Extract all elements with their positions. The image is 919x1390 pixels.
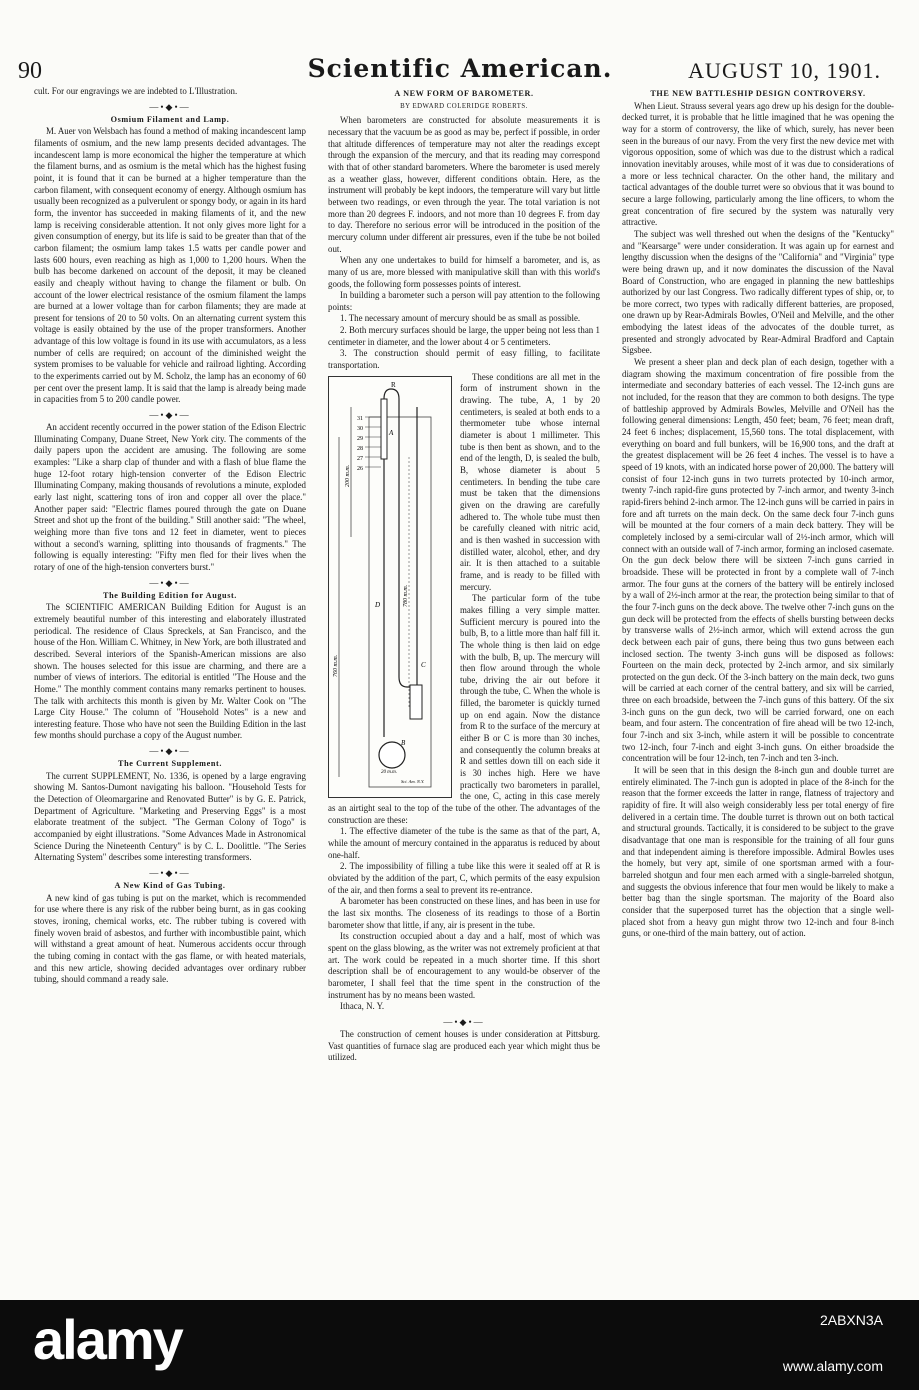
barometer-paragraph: When barometers are constructed for absolute measurements it is necessary that the vacuum be as good as may be, perfect if possible, in order that altitude differences of temperature may not alter the readings except through the expansion of the mercury, and that its reading may correspond with that of other standard barometers. Where the barometer is used merely as a weather glass, however, different conditions obtain. Here, as the instrument will probably be kept indoors, the temperature will vary but little between two readings, or even through the year. The total variation is not more than 20 degrees F. indoors, and not more than 10 degrees F. from day to day. Therefore no serious error will be introduced in the position of the mercury column under different air pressures, even if the tube be not boiled out.: [328, 115, 600, 254]
barometer-paragraph: A barometer has been constructed on these lines, and has been in use for the last six months. The closeness of its readings to those of a Bortin barometer show that little, if any, air is present in the tube.: [328, 896, 600, 930]
column-middle: [328, 86, 600, 1246]
supplement-paragraph: The current SUPPLEMENT, No. 1336, is opened by a large engraving showing M. Santos-Dumont navigating his balloon. "Household Tests for the Detection of Oleomargarine and Renovated Butter" is by G. E. Patrick, Department of Agriculture. "Marketing and Preserving Eggs" is a most elaborate treatment of the subject. "The German Colony of Togo" is accompanied by eight illustrations. "Some Advances Made in Astronomical Science During the Nineteenth Century" is by C. L. Doolittle. "The Series Alternating System" describes some interesting transformers.: [34, 770, 306, 863]
page-number: 90: [18, 58, 42, 84]
battleship-paragraph: We present a sheer plan and deck plan of each design, together with a diagram showing the maximum concentration of fire possible from the intermediate and secondary batteries of each vessel. The 12-inch guns are not included, for the reason that they are common to both designs. The type of battleship approved by Admirals Bowles, Melville and O'Neil has the following general dimensions: Length, 450 feet; beam, 76 feet; mean draft, 24 feet 6 inches; displacement, 15,560 tons. The total displacement, with everything on board and full bunkers, will be 16,900 tons, and the draft at the greatest displacement will be 26 feet 4 inches. The vessel is to have a speed of 19 knots, with an indicated horse power of 20,000. The battery will consist of four 12-inch guns in two turrets protected by 10-inch armor, twenty 7-inch rapid-fire guns protected by 7-inch armor, and twenty 3-inch rapid-firers behind 2-inch armor. The 12-inch guns will be carried in pairs in fore and aft turrets on the main deck. On the same deck four 7-inch guns will be mounted at the four corners of a main deck battery. They will be completely inclosed by a semi-circular wall of 2½-inch armor, which will connect with an outside wall of 7-inch armor, forming an inclosed casemate. On the gun deck below there will be sixteen 7-inch guns carried in broadside. These will be protected in front by a complete wall of 7-inch armor. The four guns at the corners of the battery will be entirely inclosed by a wall of 2½-inch armor at the rear, the protection being similar to that of the four 7-inch guns on the deck above. The twelve other 7-inch guns on the gun deck will be protected from the effects of shells bursting between decks by transverse walls of 2½-inch armor, which will extend across the gun deck between each pair of guns, there being thus two guns between each inclosed section. The twenty 3-inch guns will be disposed as follows: Fourteen on the main deck, protected by 2-inch armor, and six similarly protected on the gun deck. Of the 3-inch battery on the main deck, two guns will be carried at each corner of the central battery, and six will be carried, three on each broadside, between the 7-inch guns of this battery. Of the six 3-inch guns on the gun deck, two will be carried forward, one on each beam, and four astern. The concentration of fire ahead will be two 12-inch, four 7-inch and six 3-inch, while astern it will be possible to concentrate two 12-inch, four 7-inch and eight 3-inch guns. On either broadside the concentration will be four 12-inch, ten 7-inch and ten 3-inch.: [622, 357, 894, 764]
barometer-paragraph: When any one undertakes to build for himself a barometer, and is, as many of us are, more blessed with manipulative skill than with this world's goods, the following form possesses points of interest.: [328, 255, 600, 289]
dim-780mm: 780 m.m.: [403, 584, 409, 607]
column-left: [34, 86, 306, 1246]
scale-30: 30: [357, 425, 363, 432]
section-ornament: —•◆•—: [443, 1016, 485, 1027]
label-a: A: [389, 428, 394, 437]
section-ornament: —•◆•—: [149, 410, 191, 421]
dim-760mm: 760 m.m.: [333, 654, 339, 677]
barometer-paragraph: Its construction occupied about a day and a half, most of which was spent on the glass blowing, as the writer was not extremely proficient at that art. The work could be repeated in a much shorter time. If this short description shall be of encouragement to any would-be observer of the barometer, I shall feel that the time spent in the construction of the instrument has by no means been wasted.: [328, 931, 600, 1000]
building-edition-heading: The Building Edition for August.: [103, 590, 237, 600]
barometer-paragraph: 1. The effective diameter of the tube is the same as that of the part, A, while the amount of mercury contained in the apparatus is reduced by about one-half.: [328, 826, 600, 860]
dim-200mm: 200 m.m.: [345, 464, 351, 487]
cement-houses-paragraph: The construction of cement houses is under consideration at Pittsburg. Vast quantities of furnace slag are produced each year which might thus be utilized.: [328, 1028, 600, 1063]
issue-date: AUGUST 10, 1901.: [688, 58, 881, 83]
column-right: [622, 86, 894, 1246]
journal-title: Scientific American.: [307, 54, 613, 83]
barometer-drawing: [329, 377, 451, 797]
image-id: 2ABXN3A: [819, 1312, 883, 1328]
building-edition-paragraph: The SCIENTIFIC AMERICAN Building Edition for August is an extremely beautiful number of this interesting and elaborately illustrated periodical. The residence of Claus Spreckels, at San Francisco, and the house of the Hon. William C. Whitney, in New York, are both illustrated and described. Several interiors of the Spanish-American missions are also shown. The houses selected for this issue are charming, and there are a number of views of interiors. The editorial is entitled "The House and the Home." The monthly comment contains many remarks pertinent to houses. The talk with architects this month is given by Mr. Walter Cook on "The Large City House." The column of "Household Notes" is a new and interesting feature. Those who have not seen the Building Edition in the last few months should purchase a copy of the August number.: [34, 602, 306, 741]
scale-28: 28: [357, 445, 363, 452]
barometer-byline: BY EDWARD COLERIDGE ROBERTS.: [400, 102, 528, 110]
section-ornament: —•◆•—: [149, 746, 191, 757]
label-d: D: [375, 600, 381, 609]
scale-31: 31: [357, 415, 363, 422]
tube-a: [381, 399, 387, 459]
supplement-heading: The Current Supplement.: [118, 759, 222, 769]
barometer-figure: [328, 376, 452, 798]
gas-tubing-paragraph: A new kind of gas tubing is put on the market, which is recommended for use where there is any risk of the rubber being burnt, as in gas cooking stoves, ironing, chemical works, etc. The rubber tubing is covered with finely woven braid of asbestos, and further with incombustible paint, which will withstand a great amount of heat. Numerous accidents occur through the tubing coming in contact with the gas flame, or with heated materials, and this new article, showing decided advantages over ordinary rubber tubing, should command a ready sale.: [34, 892, 306, 985]
figure-credit: Sci. Am. N.Y.: [401, 778, 425, 784]
scale-27: 27: [357, 455, 363, 462]
banner-url: www.alamy.com: [782, 1358, 883, 1374]
section-ornament: —•◆•—: [149, 868, 191, 879]
alamy-logo: alamy: [33, 1308, 182, 1371]
barometer-paragraph: These conditions are all met in the form of instrument shown in the drawing. The tube, A, 1 by 20 centimeters, is sealed at both ends to a thermometer tube whose internal diameter is about 1 millimeter. This tube is then bent as shown, and to the end of the length, D, is sealed the bulb, B, whose diameter is about 5 centimeters. In bending the tube care must be taken that the dimensions given on the drawing are carefully adhered to. The whole tube must then be carefully cleaned with nitric acid, and is then washed in succession with distilled water, alcohol, ether, and dry air. It is then attached to a suitable frame, and is ready to be filled with mercury.: [460, 371, 600, 592]
barometer-paragraph: 3. The construction should permit of easy filling, to facilitate transportation.: [328, 348, 600, 371]
dim-20mm: 20 m.m.: [381, 769, 397, 775]
stock-watermark-banner: [0, 1300, 919, 1390]
osmium-paragraph: M. Auer von Welsbach has found a method of making incandescent lamp filaments of osmium, and the new lamp presents decided advantages. The incandescent lamp is more economical the higher the temperature at which the filament burns, and as osmium is the metal which has the highest fusing point, it is found that it can be burned at a higher temperature than the carbon filament, with consequent economy of energy. Although osmium has usually been recognized as a pulverulent or spongy body, or again in its hard form, the inventor has succeeded in making filaments of it, and the new lamp is receiving considerable attention. It not only gives more light for a given consumption of energy, but its life is said to be greater than that of the carbon filament; the osmium lamp takes 1.5 watts per candle power and lasts 600 hours, even reaching as high as 1,000 to 1,200 hours. When the bulb has become darkened on account of the deposit, it may be cleaned easily and cheaply without having to change the filament or bulb. On account of the lower electrical resistance of the osmium filament the lamps are burned at a lower voltage than for carbon filaments; they are made at present for tensions of 20 to 50 volts. On an alternating current system this voltage is easily obtained by the use of the proper transformers. Another advantage of this low voltage is found in its use with accumulators, as a less number of cells are required; on account of the diminished weight the system promises to be valuable for vehicle and railroad lighting. According to the experiments carried out by M. Scholz, the lamp has an economy of 60 per cent over the present lamp. It is said that the lamp is already being made in capacities from 5 to 200 candle power.: [34, 126, 306, 405]
barometer-paragraph: 2. Both mercury surfaces should be large, the upper being not less than 1 centimeter in diameter, and the lower about 4 or 5 centimeters.: [328, 325, 600, 347]
barometer-paragraph: The particular form of the tube makes filling a very simple matter. Sufficient mercury is poured into the bulb, B, to a little more than half fill it. The whole thing is then laid on edge with the bulb, B, up. The mercury will then flow around through the whole tube, driving the air out before it through the tube, C. When the whole is filled, the barometer is quickly turned up on end again. Now the distance from R to the surface of the mercury at either B or C is more than 30 inches, and consequently the column breaks at R and settles down till on each side it is 30 inches high. Here we have practically two barometers in parallel, the one, C, acting in this case merely as an airtight seal to the top of the tube of the other. The advantages of the construction are these:: [328, 593, 600, 825]
tube-c-reservoir: [410, 685, 422, 719]
barometer-paragraph: In building a barometer such a person will pay attention to the following points:: [328, 290, 600, 312]
scale-29: 29: [357, 435, 363, 442]
barometer-signoff: Ithaca, N. Y.: [340, 1001, 385, 1012]
battleship-heading: THE NEW BATTLESHIP DESIGN CONTROVERSY.: [650, 89, 866, 98]
label-r: R: [391, 380, 396, 389]
intro-text: cult. For our engravings we are indebted to L'Illustration.: [34, 86, 238, 96]
accident-paragraph: An accident recently occurred in the power station of the Edison Electric Illuminating Company, Duane Street, New York city. The comments of the daily papers upon the accident are amusing. The following are some examples: "Like a sharp clap of thunder and with a flash of blue flame the huge 12-foot rotary high-tension converter of the Edison Electric Illuminating Company, making thousands of revolutions a minute, exploded early last night, scattering tons of iron and copper all over the place." Another paper said: "Electric flames poured through the gate on Duane Street and shot up the front of the building." Still another said: "The wheel, weighing more than five tons and 12 feet in diameter, went to pieces without a second's warning, splitting into thousands of fragments." The following is equally interesting: "Fifty men fled for their lives when the rotary of one of the high-tension converters burst.": [34, 422, 306, 572]
battleship-paragraph: When Lieut. Strauss several years ago drew up his design for the double-decked turret, it is probable that he little imagined that he was opening the way for a storm of controversy, the like of which, surely, has never been seen in the bureaus of our navy. From the very first the new device met with vigorous opposition, some of which was due to the distrust which a radical innovation inevitably arouses, while most of it was due to considerations of a more or less technical character. On the other hand, the military and tactical advantages of the double turret were so obvious that it was bound to secure a large following, particularly among the line officers, to whom the great concentration of fire secured by the system was naturally very attractive.: [622, 100, 894, 228]
label-c: C: [421, 660, 426, 669]
gas-tubing-heading: A New Kind of Gas Tubing.: [114, 881, 226, 891]
barometer-heading: A NEW FORM OF BAROMETER.: [394, 89, 534, 98]
barometer-paragraph: 2. The impossibility of filling a tube like this were it sealed off at R is obviated by the addition of the part, C, which permits of the easy expulsion of the air, and then forms a seal to prevent its re-entrance.: [328, 861, 600, 895]
battleship-paragraph: The subject was well threshed out when the designs of the "Kentucky" and "Kearsarge" were under consideration. It was again up for earnest and lengthy discussion when the designs of the "California" and "Virginia" type were being drawn up, and it now dominates the discussion of the Naval Board of Construction, who are engaged in planning the new battleships authorized by our last Congress. Two radically different types of ship, or, to be more correct, two types with radically different batteries, are proposed, one drawn up by Rear-Admirals Bowles, O'Neil and Melville, and the other embodying the latest ideas of the advocates of the double turret, as presented and strongly advocated by Rear-Admiral Bradford and Captain Sigsbee.: [622, 228, 894, 356]
scale-26: 26: [357, 465, 363, 472]
barometer-paragraph: 1. The necessary amount of mercury should be as small as possible.: [340, 313, 581, 324]
battleship-paragraph: It will be seen that in this design the 8-inch gun and double turret are entirely eliminated. The 7-inch gun is adopted in place of the 8-inch for the reason that the former exceeds the latter in range, flatness of trajectory and rapidity of fire. It will also weigh considerably less per total energy of fire delivered in a certain time. The double turret is thrown out on both tactical and structural grounds. Tactically, it is considered to be subject to the grave disadvantage that one man is responsible for the training of all four guns and that independent aiming is therefore impossible. Admiral Bowles uses the homely, but very apt, simile of one sportsman armed with a four-barreled shotgun and four men each armed with a single-barreled shotgun, and suggests the obvious inference that four men would be likely to make a better bag than the single sportsman. The majority of the Board also consider that the superposed turret has the objection that a single well-placed shot from a heavy gun might throw two 12-inch and four 8-inch guns, or one-third of the main battery, out of action.: [622, 765, 894, 939]
section-ornament: —•◆•—: [149, 101, 191, 112]
osmium-heading: Osmium Filament and Lamp.: [110, 114, 230, 124]
section-ornament: —•◆•—: [149, 577, 191, 588]
label-b: B: [401, 738, 406, 747]
